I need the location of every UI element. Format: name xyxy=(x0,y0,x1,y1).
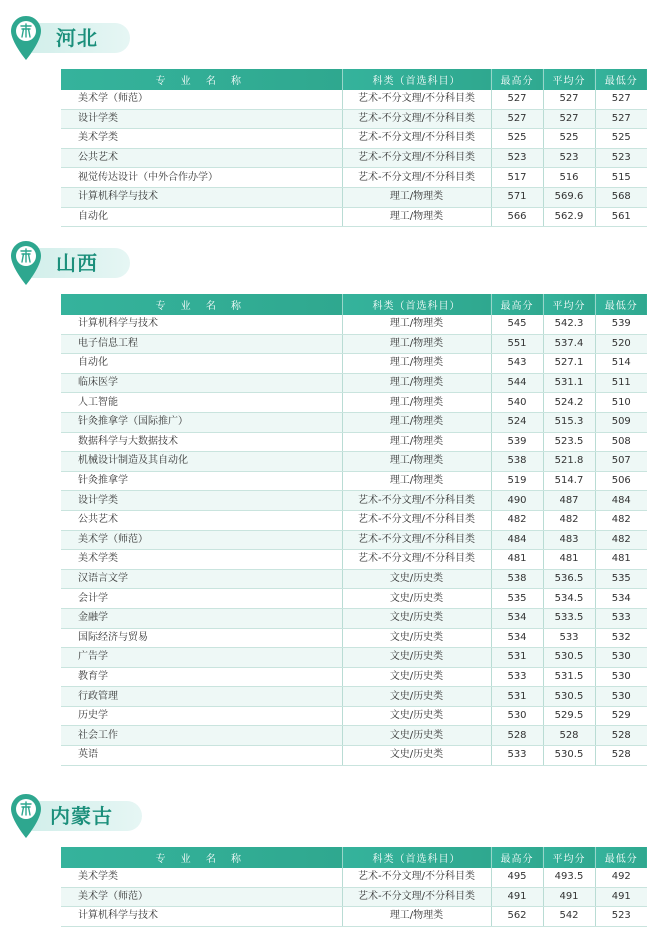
table-row xyxy=(61,667,647,687)
province-name: 河北 xyxy=(56,26,98,50)
table-row xyxy=(61,628,647,648)
cell-major-name: 针灸推拿学 xyxy=(61,471,342,491)
cell-max-score: 482 xyxy=(491,510,543,530)
cell-category: 理工/物理类 xyxy=(342,207,491,227)
table-row xyxy=(61,687,647,707)
cell-category: 理工/物理类 xyxy=(342,412,491,432)
cell-max-score: 571 xyxy=(491,187,543,207)
cell-category: 艺术-不分文理/不分科目类 xyxy=(342,868,491,887)
table-row xyxy=(61,491,647,511)
cell-min-score: 507 xyxy=(595,452,647,472)
col-max-score: 最高分 xyxy=(491,69,543,90)
location-pin-icon xyxy=(10,793,42,839)
table-row xyxy=(61,569,647,589)
cell-avg-score: 537.4 xyxy=(543,334,595,354)
cell-min-score: 532 xyxy=(595,628,647,648)
col-avg-score: 平均分 xyxy=(543,294,595,315)
cell-min-score: 511 xyxy=(595,373,647,393)
table-row xyxy=(61,207,647,227)
cell-max-score: 531 xyxy=(491,648,543,668)
col-avg-score: 平均分 xyxy=(543,69,595,90)
cell-major-name: 英语 xyxy=(61,746,342,766)
table-row xyxy=(61,412,647,432)
cell-min-score: 515 xyxy=(595,168,647,188)
cell-category: 文史/历史类 xyxy=(342,608,491,628)
cell-major-name: 计算机科学与技术 xyxy=(61,315,342,334)
cell-min-score: 528 xyxy=(595,746,647,766)
cell-min-score: 533 xyxy=(595,608,647,628)
cell-category: 艺术-不分文理/不分科目类 xyxy=(342,530,491,550)
cell-avg-score: 527 xyxy=(543,90,595,109)
table-row xyxy=(61,109,647,129)
cell-category: 艺术-不分文理/不分科目类 xyxy=(342,550,491,570)
cell-min-score: 535 xyxy=(595,569,647,589)
cell-max-score: 543 xyxy=(491,354,543,374)
cell-major-name: 美术学类 xyxy=(61,868,342,887)
cell-major-name: 公共艺术 xyxy=(61,510,342,530)
cell-max-score: 530 xyxy=(491,706,543,726)
table-row xyxy=(61,550,647,570)
cell-major-name: 美术学（师范） xyxy=(61,530,342,550)
cell-max-score: 540 xyxy=(491,393,543,413)
cell-category: 理工/物理类 xyxy=(342,187,491,207)
admission-score-table xyxy=(61,847,647,927)
cell-category: 文史/历史类 xyxy=(342,687,491,707)
cell-category: 理工/物理类 xyxy=(342,471,491,491)
location-pin-icon xyxy=(10,15,42,61)
cell-max-score: 484 xyxy=(491,530,543,550)
cell-min-score: 527 xyxy=(595,109,647,129)
col-min-score: 最低分 xyxy=(595,294,647,315)
cell-max-score: 519 xyxy=(491,471,543,491)
cell-avg-score: 530.5 xyxy=(543,687,595,707)
cell-max-score: 524 xyxy=(491,412,543,432)
cell-avg-score: 493.5 xyxy=(543,868,595,887)
table-row xyxy=(61,129,647,149)
table-row xyxy=(61,907,647,927)
province-name: 山西 xyxy=(56,251,98,275)
cell-min-score: 484 xyxy=(595,491,647,511)
cell-max-score: 490 xyxy=(491,491,543,511)
cell-min-score: 523 xyxy=(595,907,647,927)
col-major-name: 专 业 名 称 xyxy=(61,69,342,90)
cell-category: 艺术-不分文理/不分科目类 xyxy=(342,887,491,907)
table-row xyxy=(61,530,647,550)
cell-major-name: 金融学 xyxy=(61,608,342,628)
cell-min-score: 492 xyxy=(595,868,647,887)
cell-avg-score: 521.8 xyxy=(543,452,595,472)
cell-avg-score: 542 xyxy=(543,907,595,927)
table-row xyxy=(61,432,647,452)
table-row xyxy=(61,746,647,766)
cell-min-score: 561 xyxy=(595,207,647,227)
table-header-row xyxy=(61,69,647,90)
cell-major-name: 机械设计制造及其自动化 xyxy=(61,452,342,472)
cell-avg-score: 534.5 xyxy=(543,589,595,609)
table-row xyxy=(61,648,647,668)
cell-min-score: 539 xyxy=(595,315,647,334)
cell-avg-score: 536.5 xyxy=(543,569,595,589)
col-category: 科类（首选科目） xyxy=(342,69,491,90)
cell-major-name: 电子信息工程 xyxy=(61,334,342,354)
cell-major-name: 设计学类 xyxy=(61,491,342,511)
cell-max-score: 562 xyxy=(491,907,543,927)
cell-avg-score: 491 xyxy=(543,887,595,907)
cell-max-score: 527 xyxy=(491,90,543,109)
location-pin-icon xyxy=(10,240,42,286)
table-row xyxy=(61,90,647,109)
cell-major-name: 计算机科学与技术 xyxy=(61,907,342,927)
cell-max-score: 533 xyxy=(491,667,543,687)
table-row xyxy=(61,706,647,726)
col-max-score: 最高分 xyxy=(491,294,543,315)
cell-max-score: 528 xyxy=(491,726,543,746)
cell-category: 文史/历史类 xyxy=(342,667,491,687)
cell-min-score: 506 xyxy=(595,471,647,491)
cell-min-score: 514 xyxy=(595,354,647,374)
cell-avg-score: 530.5 xyxy=(543,746,595,766)
cell-category: 理工/物理类 xyxy=(342,393,491,413)
cell-category: 理工/物理类 xyxy=(342,354,491,374)
cell-avg-score: 524.2 xyxy=(543,393,595,413)
cell-major-name: 汉语言文学 xyxy=(61,569,342,589)
cell-major-name: 计算机科学与技术 xyxy=(61,187,342,207)
cell-category: 艺术-不分文理/不分科目类 xyxy=(342,109,491,129)
cell-category: 文史/历史类 xyxy=(342,589,491,609)
province-header xyxy=(10,793,130,839)
cell-max-score: 545 xyxy=(491,315,543,334)
cell-max-score: 566 xyxy=(491,207,543,227)
cell-max-score: 525 xyxy=(491,129,543,149)
col-major-name: 专 业 名 称 xyxy=(61,294,342,315)
cell-max-score: 544 xyxy=(491,373,543,393)
cell-major-name: 教育学 xyxy=(61,667,342,687)
cell-category: 艺术-不分文理/不分科目类 xyxy=(342,510,491,530)
cell-major-name: 数据科学与大数据技术 xyxy=(61,432,342,452)
table-row xyxy=(61,315,647,334)
col-category: 科类（首选科目） xyxy=(342,294,491,315)
cell-category: 理工/物理类 xyxy=(342,907,491,927)
table-row xyxy=(61,608,647,628)
cell-avg-score: 527.1 xyxy=(543,354,595,374)
cell-avg-score: 482 xyxy=(543,510,595,530)
table-header-row xyxy=(61,847,647,868)
cell-avg-score: 569.6 xyxy=(543,187,595,207)
cell-major-name: 人工智能 xyxy=(61,393,342,413)
cell-avg-score: 533.5 xyxy=(543,608,595,628)
cell-min-score: 509 xyxy=(595,412,647,432)
cell-min-score: 530 xyxy=(595,667,647,687)
cell-max-score: 538 xyxy=(491,452,543,472)
cell-avg-score: 523.5 xyxy=(543,432,595,452)
table-row xyxy=(61,168,647,188)
cell-min-score: 482 xyxy=(595,510,647,530)
cell-min-score: 568 xyxy=(595,187,647,207)
cell-major-name: 行政管理 xyxy=(61,687,342,707)
cell-avg-score: 531.1 xyxy=(543,373,595,393)
cell-category: 文史/历史类 xyxy=(342,746,491,766)
cell-avg-score: 542.3 xyxy=(543,315,595,334)
cell-category: 文史/历史类 xyxy=(342,628,491,648)
cell-avg-score: 531.5 xyxy=(543,667,595,687)
col-min-score: 最低分 xyxy=(595,847,647,868)
cell-major-name: 社会工作 xyxy=(61,726,342,746)
table-row xyxy=(61,726,647,746)
cell-max-score: 531 xyxy=(491,687,543,707)
cell-min-score: 530 xyxy=(595,648,647,668)
cell-avg-score: 487 xyxy=(543,491,595,511)
cell-major-name: 自动化 xyxy=(61,207,342,227)
admission-score-table xyxy=(61,69,647,227)
cell-min-score: 482 xyxy=(595,530,647,550)
cell-major-name: 视觉传达设计（中外合作办学） xyxy=(61,168,342,188)
cell-category: 理工/物理类 xyxy=(342,452,491,472)
cell-category: 文史/历史类 xyxy=(342,726,491,746)
cell-min-score: 523 xyxy=(595,148,647,168)
cell-max-score: 535 xyxy=(491,589,543,609)
cell-min-score: 527 xyxy=(595,90,647,109)
cell-category: 文史/历史类 xyxy=(342,706,491,726)
cell-max-score: 491 xyxy=(491,887,543,907)
cell-major-name: 历史学 xyxy=(61,706,342,726)
table-row xyxy=(61,510,647,530)
cell-category: 艺术-不分文理/不分科目类 xyxy=(342,168,491,188)
table-row xyxy=(61,148,647,168)
cell-category: 艺术-不分文理/不分科目类 xyxy=(342,129,491,149)
cell-avg-score: 481 xyxy=(543,550,595,570)
cell-major-name: 美术学（师范） xyxy=(61,90,342,109)
cell-min-score: 520 xyxy=(595,334,647,354)
province-name: 内蒙古 xyxy=(50,804,113,828)
cell-max-score: 534 xyxy=(491,608,543,628)
cell-max-score: 533 xyxy=(491,746,543,766)
cell-avg-score: 523 xyxy=(543,148,595,168)
cell-avg-score: 562.9 xyxy=(543,207,595,227)
cell-category: 艺术-不分文理/不分科目类 xyxy=(342,491,491,511)
cell-major-name: 国际经济与贸易 xyxy=(61,628,342,648)
cell-major-name: 公共艺术 xyxy=(61,148,342,168)
cell-category: 理工/物理类 xyxy=(342,334,491,354)
cell-min-score: 510 xyxy=(595,393,647,413)
cell-max-score: 523 xyxy=(491,148,543,168)
table-row xyxy=(61,187,647,207)
table-row xyxy=(61,334,647,354)
cell-max-score: 539 xyxy=(491,432,543,452)
cell-min-score: 491 xyxy=(595,887,647,907)
cell-avg-score: 516 xyxy=(543,168,595,188)
table-row xyxy=(61,887,647,907)
cell-major-name: 针灸推拿学（国际推广） xyxy=(61,412,342,432)
col-major-name: 专 业 名 称 xyxy=(61,847,342,868)
cell-min-score: 525 xyxy=(595,129,647,149)
col-min-score: 最低分 xyxy=(595,69,647,90)
cell-min-score: 508 xyxy=(595,432,647,452)
cell-max-score: 481 xyxy=(491,550,543,570)
cell-max-score: 551 xyxy=(491,334,543,354)
cell-avg-score: 514.7 xyxy=(543,471,595,491)
cell-min-score: 529 xyxy=(595,706,647,726)
cell-min-score: 481 xyxy=(595,550,647,570)
cell-max-score: 538 xyxy=(491,569,543,589)
cell-major-name: 美术学类 xyxy=(61,550,342,570)
cell-category: 艺术-不分文理/不分科目类 xyxy=(342,90,491,109)
cell-category: 理工/物理类 xyxy=(342,315,491,334)
cell-major-name: 设计学类 xyxy=(61,109,342,129)
cell-category: 文史/历史类 xyxy=(342,569,491,589)
col-avg-score: 平均分 xyxy=(543,847,595,868)
cell-min-score: 534 xyxy=(595,589,647,609)
province-header xyxy=(10,240,130,286)
table-row xyxy=(61,471,647,491)
cell-max-score: 534 xyxy=(491,628,543,648)
cell-max-score: 517 xyxy=(491,168,543,188)
table-row xyxy=(61,354,647,374)
cell-category: 理工/物理类 xyxy=(342,432,491,452)
table-row xyxy=(61,868,647,887)
cell-major-name: 临床医学 xyxy=(61,373,342,393)
cell-category: 艺术-不分文理/不分科目类 xyxy=(342,148,491,168)
admission-score-table xyxy=(61,294,647,766)
cell-avg-score: 527 xyxy=(543,109,595,129)
table-row xyxy=(61,393,647,413)
cell-avg-score: 525 xyxy=(543,129,595,149)
cell-avg-score: 515.3 xyxy=(543,412,595,432)
cell-avg-score: 529.5 xyxy=(543,706,595,726)
cell-avg-score: 528 xyxy=(543,726,595,746)
cell-avg-score: 483 xyxy=(543,530,595,550)
cell-major-name: 美术学（师范） xyxy=(61,887,342,907)
cell-max-score: 527 xyxy=(491,109,543,129)
cell-category: 文史/历史类 xyxy=(342,648,491,668)
table-row xyxy=(61,373,647,393)
province-header xyxy=(10,15,130,61)
table-row xyxy=(61,452,647,472)
cell-major-name: 自动化 xyxy=(61,354,342,374)
col-max-score: 最高分 xyxy=(491,847,543,868)
cell-avg-score: 533 xyxy=(543,628,595,648)
cell-min-score: 530 xyxy=(595,687,647,707)
cell-major-name: 美术学类 xyxy=(61,129,342,149)
cell-max-score: 495 xyxy=(491,868,543,887)
cell-category: 理工/物理类 xyxy=(342,373,491,393)
table-row xyxy=(61,589,647,609)
table-header-row xyxy=(61,294,647,315)
cell-major-name: 会计学 xyxy=(61,589,342,609)
cell-major-name: 广告学 xyxy=(61,648,342,668)
col-category: 科类（首选科目） xyxy=(342,847,491,868)
cell-min-score: 528 xyxy=(595,726,647,746)
cell-avg-score: 530.5 xyxy=(543,648,595,668)
